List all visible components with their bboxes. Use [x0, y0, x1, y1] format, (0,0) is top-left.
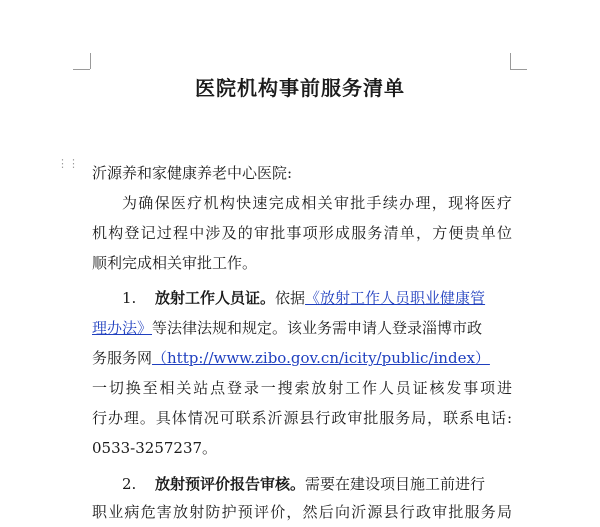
item-1-heading-punct: 。: [260, 289, 276, 307]
drag-handle-icon[interactable]: ⋮⋮: [57, 157, 79, 170]
item-1-phone: 0533-3257237。: [92, 439, 218, 457]
intro-line-1: 为确保医疗机构快速完成相关审批手续办理，现将医疗: [122, 194, 512, 212]
intro-line-2: 机构登记过程中涉及的审批事项形成服务清单，方便贵单位: [92, 224, 512, 242]
item-1-text-before-link: 依据: [275, 289, 306, 307]
item-2-number: 2.: [122, 475, 137, 493]
item-1-line-5: 行办理。具体情况可联系沂源县行政审批服务局，联系电话:: [92, 409, 512, 427]
item-2-line-2: 职业病危害放射防护预评价，然后向沂源县行政审批服务局: [92, 503, 512, 521]
item-1-after-law: 等法律法规和规定。该业务需申请人登录淄博市政: [152, 319, 483, 337]
item-2-text-1: 需要在建设项目施工前进行: [305, 475, 486, 493]
item-1-heading: 放射工作人员证: [155, 289, 261, 307]
item-2-line-1: [122, 469, 512, 499]
item-1-number: 1.: [122, 289, 137, 307]
crop-mark-top-right: [510, 53, 511, 69]
item-2-heading: 放射预评价报告审核: [155, 475, 291, 493]
crop-mark-top-right-h: [510, 69, 527, 70]
item-1-service-prefix: 务服务网: [92, 349, 153, 367]
item-1-line-3: [92, 343, 512, 373]
item-1-line-2: [92, 313, 512, 343]
salutation: 沂源养和家健康养老中心医院:: [92, 164, 293, 182]
intro-line-3: 顺利完成相关审批工作。: [92, 254, 258, 272]
item-1-line-1: [122, 283, 512, 313]
item-1-line-4: 一切换至相关站点登录一搜索放射工作人员证核发事项进: [92, 379, 512, 397]
document-title: 医院机构事前服务清单: [195, 76, 405, 100]
crop-mark-top-left-h: [73, 69, 90, 70]
law-link-continued[interactable]: 理办法》: [92, 319, 153, 337]
law-link[interactable]: 《放射工作人员职业健康管: [305, 289, 486, 307]
crop-mark-top-left: [90, 53, 91, 69]
zibo-url-link[interactable]: （http://www.zibo.gov.cn/icity/public/index）: [152, 349, 490, 367]
item-2-heading-punct: 。: [290, 475, 306, 493]
